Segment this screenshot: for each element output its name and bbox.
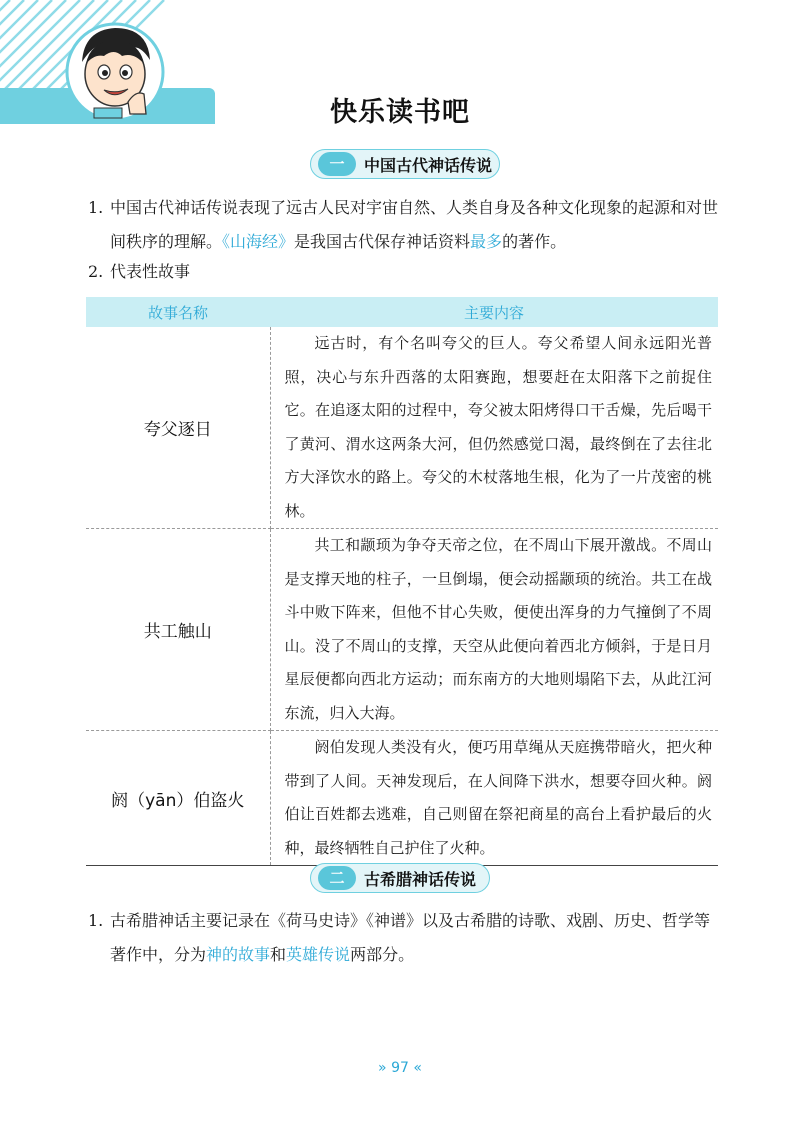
- story-content: [270, 327, 718, 529]
- table-row: [86, 327, 718, 529]
- highlight-most: 最多: [470, 232, 503, 251]
- story-content-text: 阏伯发现人类没有火，便巧用草绳从天庭携带暗火，把火种带到了人间。天神发现后，在人间降下洪水，想要夺回火种。阏伯让百姓都去逃难，自己则留在祭祀商星的高台上看护最后的火种，最终牺牲自己护住了火种。: [284, 738, 712, 857]
- paragraph-number: 2.: [88, 262, 104, 281]
- section-number-badge: 一: [318, 152, 356, 176]
- story-name: 阏（yān）伯盗火: [86, 731, 270, 866]
- paragraph-number: 1.: [88, 198, 104, 217]
- story-name: 夸父逐日: [86, 327, 270, 529]
- highlight-gods-stories: 神的故事: [206, 945, 271, 964]
- story-content-text: 远古时，有个名叫夸父的巨人。夸父希望人间永远阳光普照，决心与东升西落的太阳赛跑，想要赶在太阳落下之前捉住它。在追逐太阳的过程中，夸父被太阳烤得口干舌燥，先后喝干了黄河、渭水这两条大河，但仍然感觉口渴，最终倒在了去往北方大泽饮水的路上。夸父的木杖落地生根，化为了一片茂密的桃林。: [284, 334, 712, 520]
- section2-paragraph-1: [88, 904, 718, 972]
- page-number-right-mark: «: [413, 1060, 422, 1076]
- story-content: [270, 731, 718, 866]
- text-segment: 两部分。: [350, 945, 415, 964]
- section1-paragraph-1: [88, 191, 718, 259]
- paragraph-text: 代表性故事: [110, 262, 191, 281]
- table-row: [86, 731, 718, 866]
- table-row: [86, 529, 718, 731]
- page-title: 快乐读书吧: [330, 97, 470, 128]
- page-number-left-mark: »: [378, 1060, 387, 1076]
- story-content: [270, 529, 718, 731]
- text-segment: 是我国古代保存神话资料: [294, 232, 471, 251]
- paragraph-text: [88, 904, 718, 972]
- text-segment: 的著作。: [502, 232, 567, 251]
- paragraph-number: 1.: [88, 911, 104, 930]
- section-title: 中国古代神话传说: [364, 156, 493, 175]
- section1-paragraph-2: [88, 255, 718, 289]
- story-content-text: 共工和颛顼为争夺天帝之位，在不周山下展开激战。不周山是支撑天地的柱子，一旦倒塌，便会动摇颛顼的统治。共工在战斗中败下阵来，但他不甘心失败，便使出浑身的力气撞倒了不周山。没了不周山的支撑，天空从此便向着西北方倾斜，于是日月星辰便都向西北方运动；而东南方的大地则塌陷下去，从此江河东流，归入大海。: [284, 536, 712, 722]
- text-segment: 和: [270, 945, 287, 964]
- highlight-hero-legends: 英雄传说: [286, 945, 351, 964]
- table-header-row: [86, 297, 718, 327]
- page-number-value: 97: [391, 1060, 409, 1076]
- section-number-badge: 二: [318, 866, 356, 890]
- column-header-name: 故事名称: [86, 297, 270, 327]
- column-header-content: 主要内容: [270, 297, 718, 327]
- section1-header: [310, 149, 500, 183]
- story-name: 共工触山: [86, 529, 270, 731]
- section-title: 古希腊神话传说: [364, 870, 477, 889]
- page-number: [0, 1060, 800, 1076]
- text-segment: 中国古代神话传说表现了远古人民对宇宙自然、人类自身及各种文化现象的起源和对世间秩序的理解。: [110, 198, 719, 251]
- text-segment: 古希腊神话主要记录在《荷马史诗》《神谱》以及古希腊的诗歌、戏剧、历史、哲学等著作中，分为: [110, 911, 711, 964]
- highlight-shanhaijing: 《山海经》: [222, 232, 295, 251]
- section2-header: [310, 863, 490, 897]
- paragraph-text: [88, 191, 718, 259]
- stories-table: [86, 297, 718, 866]
